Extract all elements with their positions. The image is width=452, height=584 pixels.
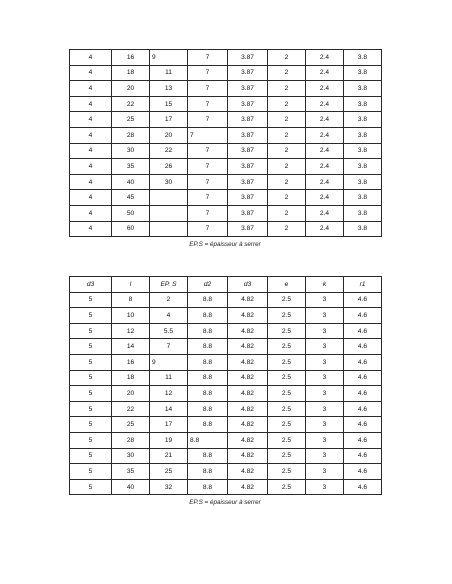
table-cell: 4.6	[344, 370, 382, 386]
table-cell: 4	[70, 143, 112, 159]
table-cell: 3.87	[228, 127, 268, 143]
table-cell: 7	[188, 159, 228, 175]
column-header: k	[306, 277, 344, 293]
table-cell: 3	[306, 417, 344, 433]
table-cell: 30	[112, 143, 150, 159]
table-cell: 2.4	[306, 81, 344, 97]
table-cell: 16	[112, 50, 150, 66]
table-cell	[150, 190, 188, 206]
table-cell: 4	[150, 308, 188, 324]
table-cell: 25	[112, 112, 150, 128]
table-cell: 13	[150, 81, 188, 97]
table-cell: 2.4	[306, 112, 344, 128]
table-cell: 35	[112, 159, 150, 175]
table-cell: 4	[70, 50, 112, 66]
table-cell: 4	[70, 81, 112, 97]
table-cell: 3	[306, 292, 344, 308]
table-cell: 28	[112, 127, 150, 143]
dimensions-table-d4	[69, 49, 382, 237]
table-cell: 4.6	[344, 448, 382, 464]
table-cell: 7	[188, 190, 228, 206]
table-row	[70, 370, 382, 386]
table-cell: 4.82	[228, 323, 268, 339]
table-cell: 3.8	[344, 143, 382, 159]
table-cell: 3	[306, 339, 344, 355]
table-cell: 3.8	[344, 112, 382, 128]
table-cell: 2.5	[268, 448, 306, 464]
table-cell: 4.82	[228, 354, 268, 370]
table-cell: 5	[70, 401, 112, 417]
table-cell: 5	[70, 339, 112, 355]
table-cell: 28	[112, 432, 150, 448]
table-cell: 18	[112, 65, 150, 81]
table-cell: 2.5	[268, 339, 306, 355]
table-cell: 25	[150, 464, 188, 480]
table-cell: 40	[112, 174, 150, 190]
table-cell: 7	[188, 50, 228, 66]
table-cell: 3.87	[228, 65, 268, 81]
table-cell: 4.82	[228, 386, 268, 402]
table-cell: 4.6	[344, 292, 382, 308]
table-cell: 2.4	[306, 221, 344, 237]
table-cell: 2.5	[268, 401, 306, 417]
table-cell: 32	[150, 479, 188, 495]
table-row	[70, 432, 382, 448]
table-cell: 8.8	[188, 448, 228, 464]
table-row	[70, 205, 382, 221]
table-cell: 8.8	[188, 323, 228, 339]
table-cell: 8.8	[188, 401, 228, 417]
table-cell: 16	[112, 354, 150, 370]
table-cell: 3.87	[228, 190, 268, 206]
table-cell: 3	[306, 354, 344, 370]
table-cell: 2.5	[268, 479, 306, 495]
table-cell: 9	[150, 50, 188, 66]
table-cell: 2.4	[306, 205, 344, 221]
table-cell: 7	[188, 127, 228, 143]
table-cell: 4	[70, 159, 112, 175]
table-cell: 8.8	[188, 308, 228, 324]
table-cell: 2	[268, 65, 306, 81]
table-cell	[150, 205, 188, 221]
table-cell: 4.6	[344, 417, 382, 433]
table-row	[70, 143, 382, 159]
table-header-row	[70, 277, 382, 293]
table-row	[70, 127, 382, 143]
table-cell: 5	[70, 464, 112, 480]
table-caption: EP.S = épaisseur à serrer	[189, 499, 261, 506]
table-cell: 19	[150, 432, 188, 448]
table-cell: 2	[268, 50, 306, 66]
table-row	[70, 401, 382, 417]
table-cell: 4.82	[228, 401, 268, 417]
table-cell: 4.82	[228, 432, 268, 448]
table-cell: 4.6	[344, 479, 382, 495]
table-cell: 4.82	[228, 370, 268, 386]
table-row	[70, 174, 382, 190]
table-cell: 4.82	[228, 479, 268, 495]
table-cell: 5	[70, 308, 112, 324]
table-cell: 20	[112, 81, 150, 97]
table-cell: 3	[306, 386, 344, 402]
table-cell: 8.8	[188, 479, 228, 495]
table-cell: 8.8	[188, 386, 228, 402]
table-cell: 4	[70, 190, 112, 206]
table-cell: 7	[188, 65, 228, 81]
table-cell: 4.82	[228, 464, 268, 480]
table-cell: 26	[150, 159, 188, 175]
table-cell: 2	[268, 143, 306, 159]
table-cell: 7	[188, 221, 228, 237]
table-cell: 8.8	[188, 354, 228, 370]
table-cell: 4.6	[344, 464, 382, 480]
table-cell: 4	[70, 205, 112, 221]
table-row	[70, 159, 382, 175]
table-cell: 30	[150, 174, 188, 190]
table-cell: 3	[306, 370, 344, 386]
table-cell: 3	[306, 401, 344, 417]
table-cell: 3.8	[344, 190, 382, 206]
table-row	[70, 292, 382, 308]
table-cell: 3.87	[228, 50, 268, 66]
table-cell: 2	[268, 205, 306, 221]
table-cell: 2.4	[306, 127, 344, 143]
table-cell: 10	[112, 308, 150, 324]
table-cell: 4	[70, 174, 112, 190]
table-cell: 3.8	[344, 205, 382, 221]
table-cell: 17	[150, 417, 188, 433]
table-cell: 2.4	[306, 159, 344, 175]
table-cell: 7	[150, 339, 188, 355]
column-header: d2	[188, 277, 228, 293]
table-cell: 2.5	[268, 323, 306, 339]
table-row	[70, 448, 382, 464]
table-cell: 4	[70, 112, 112, 128]
table-cell: 2.5	[268, 354, 306, 370]
table-cell: 7	[188, 81, 228, 97]
table-row	[70, 323, 382, 339]
table-cell: 9	[150, 354, 188, 370]
table-cell: 35	[112, 464, 150, 480]
table-row	[70, 190, 382, 206]
table-cell: 3.87	[228, 81, 268, 97]
table-row	[70, 81, 382, 97]
table-cell: 2	[268, 127, 306, 143]
table-cell: 4.6	[344, 308, 382, 324]
table-cell	[150, 221, 188, 237]
table-cell: 4	[70, 221, 112, 237]
table-cell: 15	[150, 96, 188, 112]
table-cell: 8	[112, 292, 150, 308]
table-cell: 2.4	[306, 96, 344, 112]
column-header: r1	[344, 277, 382, 293]
table-cell: 45	[112, 190, 150, 206]
table-cell: 3.87	[228, 143, 268, 159]
table-cell: 2.4	[306, 50, 344, 66]
table-cell: 3.8	[344, 65, 382, 81]
table-cell: 7	[188, 96, 228, 112]
column-header: EP. S	[150, 277, 188, 293]
table-cell: 4	[70, 127, 112, 143]
table-cell: 8.8	[188, 464, 228, 480]
table-cell: 4.82	[228, 448, 268, 464]
table-cell: 8.8	[188, 370, 228, 386]
table-cell: 3	[306, 448, 344, 464]
table-cell: 5	[70, 292, 112, 308]
table-cell: 3	[306, 323, 344, 339]
table-cell: 4.6	[344, 323, 382, 339]
table-cell: 2.5	[268, 292, 306, 308]
table-cell: 4.82	[228, 417, 268, 433]
table-body	[70, 277, 382, 495]
table-cell: 2.4	[306, 65, 344, 81]
table-body	[70, 50, 382, 237]
table-row	[70, 221, 382, 237]
table-cell: 3.87	[228, 174, 268, 190]
table-cell: 25	[112, 417, 150, 433]
table-cell: 4.82	[228, 339, 268, 355]
table-cell: 3	[306, 479, 344, 495]
column-header: d3	[70, 277, 112, 293]
table-cell: 18	[112, 370, 150, 386]
table-cell: 3.87	[228, 159, 268, 175]
table-row	[70, 479, 382, 495]
table-cell: 5.5	[150, 323, 188, 339]
table-cell: 5	[70, 386, 112, 402]
table-cell: 3.87	[228, 112, 268, 128]
table-cell: 12	[150, 386, 188, 402]
table-cell: 22	[150, 143, 188, 159]
table-cell: 4	[70, 65, 112, 81]
table-cell: 5	[70, 323, 112, 339]
table-cell: 8.8	[188, 432, 228, 448]
dimensions-table-d5	[69, 276, 382, 495]
table-row	[70, 417, 382, 433]
table-cell: 2.5	[268, 308, 306, 324]
table-cell: 30	[112, 448, 150, 464]
table-cell: 7	[188, 174, 228, 190]
table-cell: 3.8	[344, 96, 382, 112]
table-row	[70, 386, 382, 402]
table-cell: 22	[112, 96, 150, 112]
table-row	[70, 50, 382, 66]
table-cell: 4.6	[344, 432, 382, 448]
table-cell: 5	[70, 432, 112, 448]
table-cell: 2.4	[306, 174, 344, 190]
table-cell: 2.4	[306, 143, 344, 159]
table-cell: 3.87	[228, 221, 268, 237]
table-cell: 50	[112, 205, 150, 221]
table-cell: 4.82	[228, 292, 268, 308]
table-cell: 2	[268, 81, 306, 97]
table-cell: 3	[306, 432, 344, 448]
table-cell: 8.8	[188, 292, 228, 308]
table-cell: 3.8	[344, 159, 382, 175]
table-cell: 3	[306, 464, 344, 480]
table-cell: 3.87	[228, 96, 268, 112]
table-cell: 4.82	[228, 308, 268, 324]
table-cell: 20	[150, 127, 188, 143]
table-cell: 11	[150, 65, 188, 81]
table-cell: 40	[112, 479, 150, 495]
table-cell: 2	[268, 174, 306, 190]
table-cell: 8.8	[188, 339, 228, 355]
table-cell: 5	[70, 417, 112, 433]
table-cell: 2	[268, 112, 306, 128]
table-cell: 3.8	[344, 81, 382, 97]
table-cell: 4.6	[344, 339, 382, 355]
table-cell: 4.6	[344, 354, 382, 370]
table-cell: 3.8	[344, 127, 382, 143]
table-row	[70, 96, 382, 112]
table-cell: 4	[70, 96, 112, 112]
table-cell: 2	[268, 96, 306, 112]
table-caption: EP.S = épaisseur à serrer	[189, 241, 261, 248]
column-header: d3	[228, 277, 268, 293]
table-row	[70, 65, 382, 81]
table-cell: 22	[112, 401, 150, 417]
table-cell: 2.5	[268, 464, 306, 480]
table-cell: 5	[70, 479, 112, 495]
table-row	[70, 339, 382, 355]
table-cell: 2.5	[268, 386, 306, 402]
table-cell: 5	[70, 370, 112, 386]
table-cell: 8.8	[188, 417, 228, 433]
table-cell: 2	[150, 292, 188, 308]
table-cell: 3.8	[344, 221, 382, 237]
table-cell: 2	[268, 190, 306, 206]
table-cell: 3	[306, 308, 344, 324]
table-cell: 12	[112, 323, 150, 339]
table-cell: 5	[70, 448, 112, 464]
column-header: l	[112, 277, 150, 293]
table-row	[70, 308, 382, 324]
column-header: e	[268, 277, 306, 293]
table-cell: 14	[112, 339, 150, 355]
table-cell: 5	[70, 354, 112, 370]
table-cell: 2.5	[268, 370, 306, 386]
table-cell: 2	[268, 159, 306, 175]
table-cell: 7	[188, 205, 228, 221]
table-cell: 3.87	[228, 205, 268, 221]
table-cell: 7	[188, 143, 228, 159]
table-cell: 3.8	[344, 174, 382, 190]
table-cell: 20	[112, 386, 150, 402]
table-row	[70, 112, 382, 128]
table-cell: 3.8	[344, 50, 382, 66]
table-cell: 2.5	[268, 417, 306, 433]
table-cell: 21	[150, 448, 188, 464]
table-cell: 2.5	[268, 432, 306, 448]
table-cell: 17	[150, 112, 188, 128]
table-cell: 60	[112, 221, 150, 237]
table-cell: 2	[268, 221, 306, 237]
table-row	[70, 354, 382, 370]
table-cell: 7	[188, 112, 228, 128]
table-cell: 11	[150, 370, 188, 386]
table-cell: 14	[150, 401, 188, 417]
table-cell: 4.6	[344, 386, 382, 402]
table-cell: 4.6	[344, 401, 382, 417]
table-row	[70, 464, 382, 480]
table-cell: 2.4	[306, 190, 344, 206]
